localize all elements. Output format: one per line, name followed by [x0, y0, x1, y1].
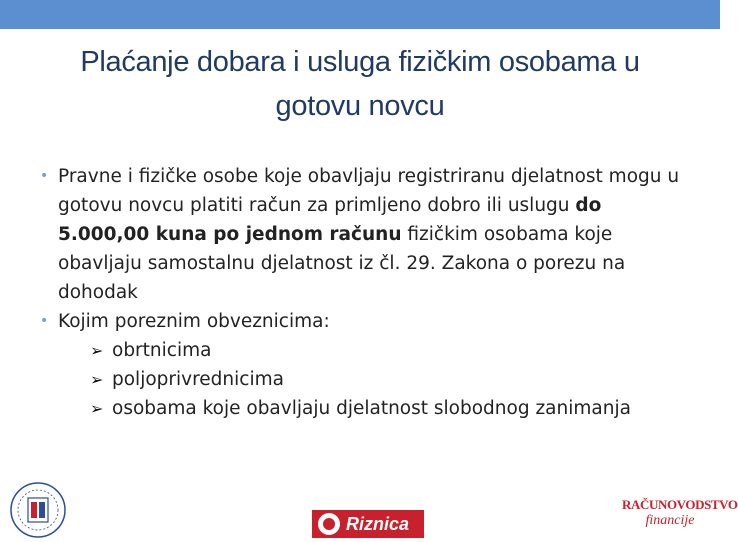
bullet-item: [40, 307, 690, 336]
bullet-text-bold: do 5.000,00 kuna po jednom računu: [58, 195, 602, 245]
arrow-bullet-icon: ➢: [90, 399, 104, 418]
association-seal-logo: [4, 478, 72, 538]
bullet-text: Kojim poreznim obveznicima:: [58, 311, 330, 332]
slide-title-line-2: gotovu novcu: [275, 90, 445, 122]
riznica-logo-text: Riznica: [346, 513, 410, 534]
bullet-text-part: fizičkim osobama koje obavljaju samostalnu djelatnost iz čl. 29. Zakona o porezu na dohodak: [58, 224, 626, 303]
racunovodstvo-logo-line-1: RAČUNOVODSTVO: [622, 497, 738, 512]
racunovodstvo-logo-line-2: financije: [645, 513, 695, 528]
bullet-dot-icon: •: [40, 313, 49, 329]
top-accent-bar: [0, 0, 720, 29]
sub-list-text: osobama koje obavljaju djelatnost slobodnog zanimanja: [112, 398, 631, 419]
riznica-logo: [312, 510, 424, 538]
riznica-emblem-icon: [318, 513, 340, 535]
arrow-bullet-icon: ➢: [90, 370, 104, 389]
sub-list-text: poljoprivrednicima: [112, 369, 284, 390]
slide-title-line-1: Plaćanje dobara i usluga fizičkim osobama u: [80, 46, 640, 78]
racunovodstvo-logo: [622, 496, 738, 538]
sub-list-text: obrtnicima: [112, 340, 212, 361]
slide-title: [0, 40, 720, 128]
bullet-item: [40, 162, 690, 307]
bullet-text-part: Pravne i fizičke osobe koje obavljaju registriranu djelatnost mogu u gotovu novcu platiti račun za primljeno dobro ili uslugu: [58, 166, 680, 216]
sub-list-item: [40, 365, 690, 394]
bullet-dot-icon: •: [40, 168, 49, 184]
sub-list-item: [40, 394, 690, 423]
sub-list-item: [40, 336, 690, 365]
slide-content: [40, 162, 690, 423]
arrow-bullet-icon: ➢: [90, 341, 104, 360]
